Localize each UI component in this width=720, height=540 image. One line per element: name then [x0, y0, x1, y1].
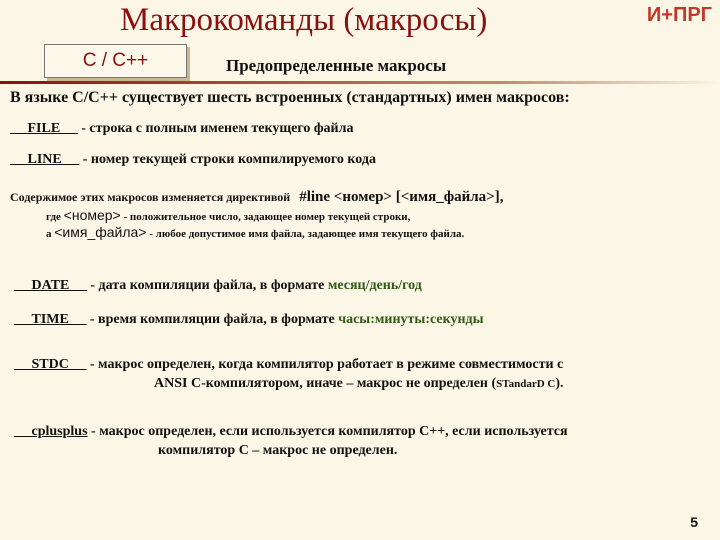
time-macro-name: _ _TIME_ _: [14, 312, 87, 327]
page-number: 5: [690, 514, 698, 530]
stdc-macro-line: [14, 357, 563, 373]
file-macro-line: [10, 121, 353, 137]
stdc-close: ).: [555, 376, 564, 391]
file-macro-name: _ _FILE_ _: [10, 121, 78, 136]
cplusplus-macro-line-2: компилятор С – макрос не определен.: [158, 443, 398, 458]
line-directive-and: [46, 224, 464, 240]
stdc-macro-line-2: [154, 376, 564, 392]
file-macro-desc: - строка с полным именем текущего файла: [77, 121, 354, 136]
where-prefix: где: [46, 211, 64, 223]
cplusplus-macro-name: _ _cplusplus: [14, 424, 88, 439]
date-macro-desc: - дата компиляции файла, в формате: [86, 278, 328, 293]
line-directive-where: [46, 207, 410, 223]
stdc-macro-desc: - макрос определен, когда компилятор работает в режиме совместимости с: [86, 357, 564, 372]
divider-bar: [0, 81, 720, 84]
nomer-param: <номер>: [63, 207, 121, 223]
slide-subtitle: Предопределенные макросы: [226, 56, 447, 75]
time-macro-desc: - время компиляции файла, в формате: [86, 312, 339, 327]
and-prefix: а: [46, 228, 55, 240]
imya-desc: - любое допустимое имя файла, задающее имя текущего файла.: [146, 228, 465, 240]
course-badge: И+ПРГ: [646, 4, 712, 26]
stdc-macro-name: _ _STDC_ _: [14, 357, 87, 372]
stdc-macro-desc-2: ANSI С-компилятором, иначе – макрос не определен (: [154, 376, 497, 391]
nomer-desc: - положительное число, задающее номер текущей строки,: [120, 211, 411, 223]
line-directive-text: [10, 189, 503, 206]
slide-title: Макрокоманды (макросы): [120, 2, 488, 38]
date-macro-name: _ _DATE_ _: [14, 278, 87, 293]
time-macro-line: [14, 312, 484, 328]
intro-text: В языке С/С++ существует шесть встроенных (стандартных) имен макросов:: [10, 89, 570, 106]
imya-param: <имя_файла>: [54, 224, 147, 240]
line-directive-syntax: #line <номер> [<имя_файла>],: [299, 189, 504, 205]
line-directive-intro: Содержимое этих макросов изменяется директивой: [10, 190, 291, 204]
line-macro-line: [10, 152, 376, 168]
cplusplus-macro-desc: - макрос определен, если используется компилятор С++, если используется: [87, 424, 568, 439]
date-format: месяц/день/год: [327, 278, 422, 293]
language-label-box: C / C++: [44, 44, 187, 78]
line-macro-name: _ _LINE_ _: [10, 152, 80, 167]
stdc-standard: STandarD C: [496, 378, 556, 390]
date-macro-line: [14, 278, 422, 294]
cplusplus-macro-line: [14, 424, 568, 440]
time-format: часы:минуты:секунды: [338, 312, 484, 327]
line-macro-desc: - номер текущей строки компилируемого кода: [79, 152, 376, 167]
